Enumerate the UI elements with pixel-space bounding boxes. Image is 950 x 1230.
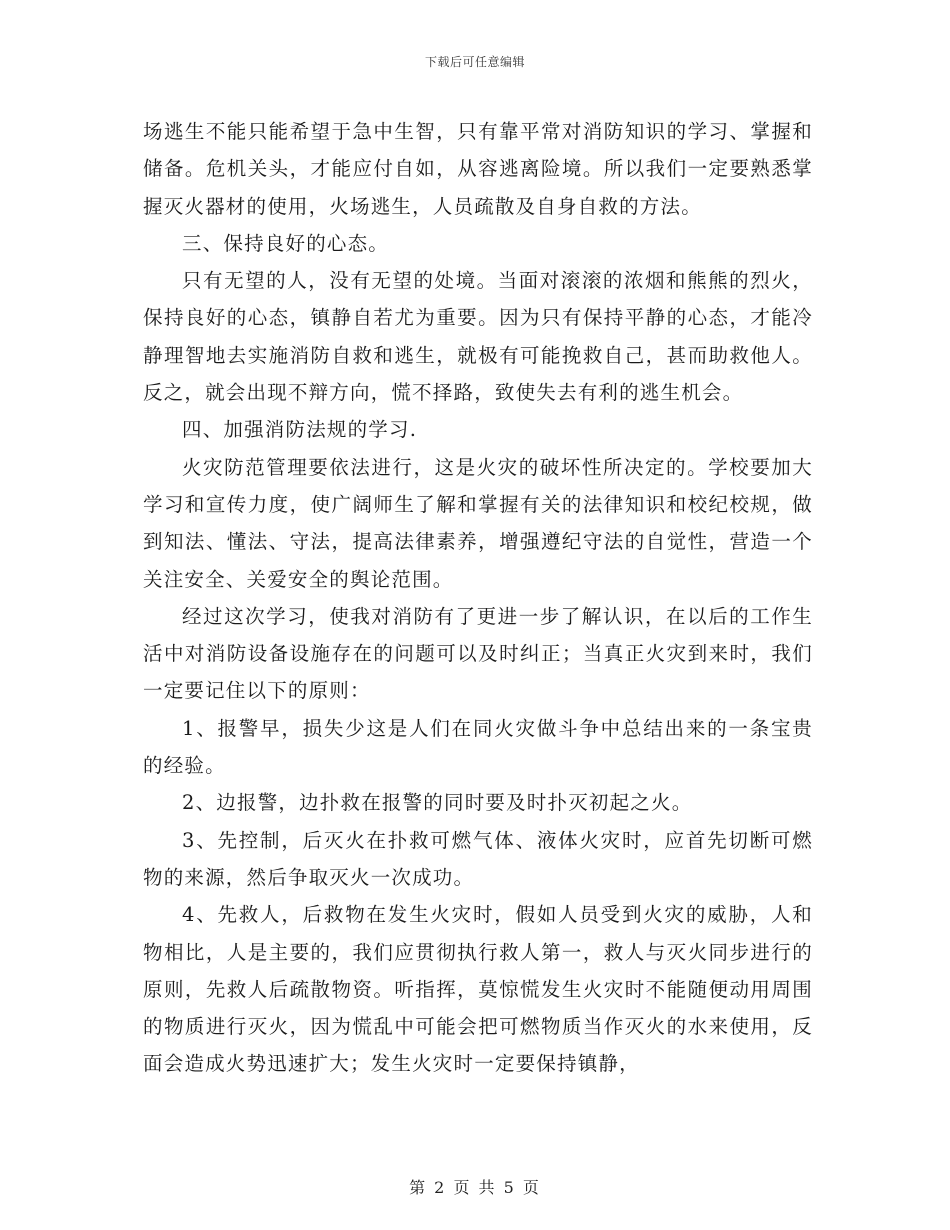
section-heading: 四、加强消防法规的学习. — [182, 418, 418, 442]
section-heading: 三、保持良好的心态。 — [182, 231, 390, 255]
paragraph: 只有无望的人，没有无望的处境。当面对滚滚的浓烟和熊熊的烈火，保持良好的心态，镇静自若尤为重要。因为只有保持平静的心态，才能冷静理智地去实施消防自救和逃生，就极有可能挽救自己，甚而助救他人。反之，就会出现不辩方向，慌不择路，致使失去有利的逃生机会。 — [143, 269, 813, 405]
paragraph: 火灾防范管理要依法进行，这是火灾的破坏性所决定的。学校要加大学习和宣传力度，使广阔师生了解和掌握有关的法律知识和校纪校规，做到知法、懂法、守法，提高法律素养，增强遵纪守法的自觉性，营造一个关注安全、关爱安全的舆论范围。 — [143, 455, 813, 591]
paragraph: 场逃生不能只能希望于急中生智，只有靠平常对消防知识的学习、掌握和储备。危机关头，才能应付自如，从容逃离险境。所以我们一定要熟悉掌握灭火器材的使用，火场逃生，人员疏散及自身自救的方法。 — [143, 120, 813, 218]
list-item: 1、报警早，损失少这是人们在同火灾做斗争中总结出来的一条宝贵的经验。 — [143, 716, 813, 778]
list-item: 4、先救人，后救物在发生火灾时，假如人员受到火灾的威胁，人和物相比，人是主要的，我们应贯彻执行救人第一，救人与灭火同步进行的原则，先救人后疏散物资。听指挥，莫惊慌发生火灾时不能随便动用周围的物质进行灭火，因为慌乱中可能会把可燃物质当作灭火的水来使用，反面会造成火势迅速扩大；发生火灾时一定要保持镇静， — [143, 903, 813, 1076]
page-header: 下载后可任意编辑 — [424, 55, 525, 69]
document-body — [143, 113, 813, 1083]
page-number: 第 2 页 共 5 页 — [409, 1178, 541, 1197]
list-item: 3、先控制，后灭火在扑救可燃气体、液体火灾时，应首先切断可燃物的来源，然后争取灭火一次成功。 — [143, 828, 813, 889]
paragraph: 经过这次学习，使我对消防有了更进一步了解认识，在以后的工作生活中对消防设备设施存在的问题可以及时纠正；当真正火灾到来时，我们一定要记住以下的原则： — [143, 604, 813, 703]
list-item: 2、边报警，边扑救在报警的同时要及时扑灭初起之火。 — [182, 791, 693, 815]
